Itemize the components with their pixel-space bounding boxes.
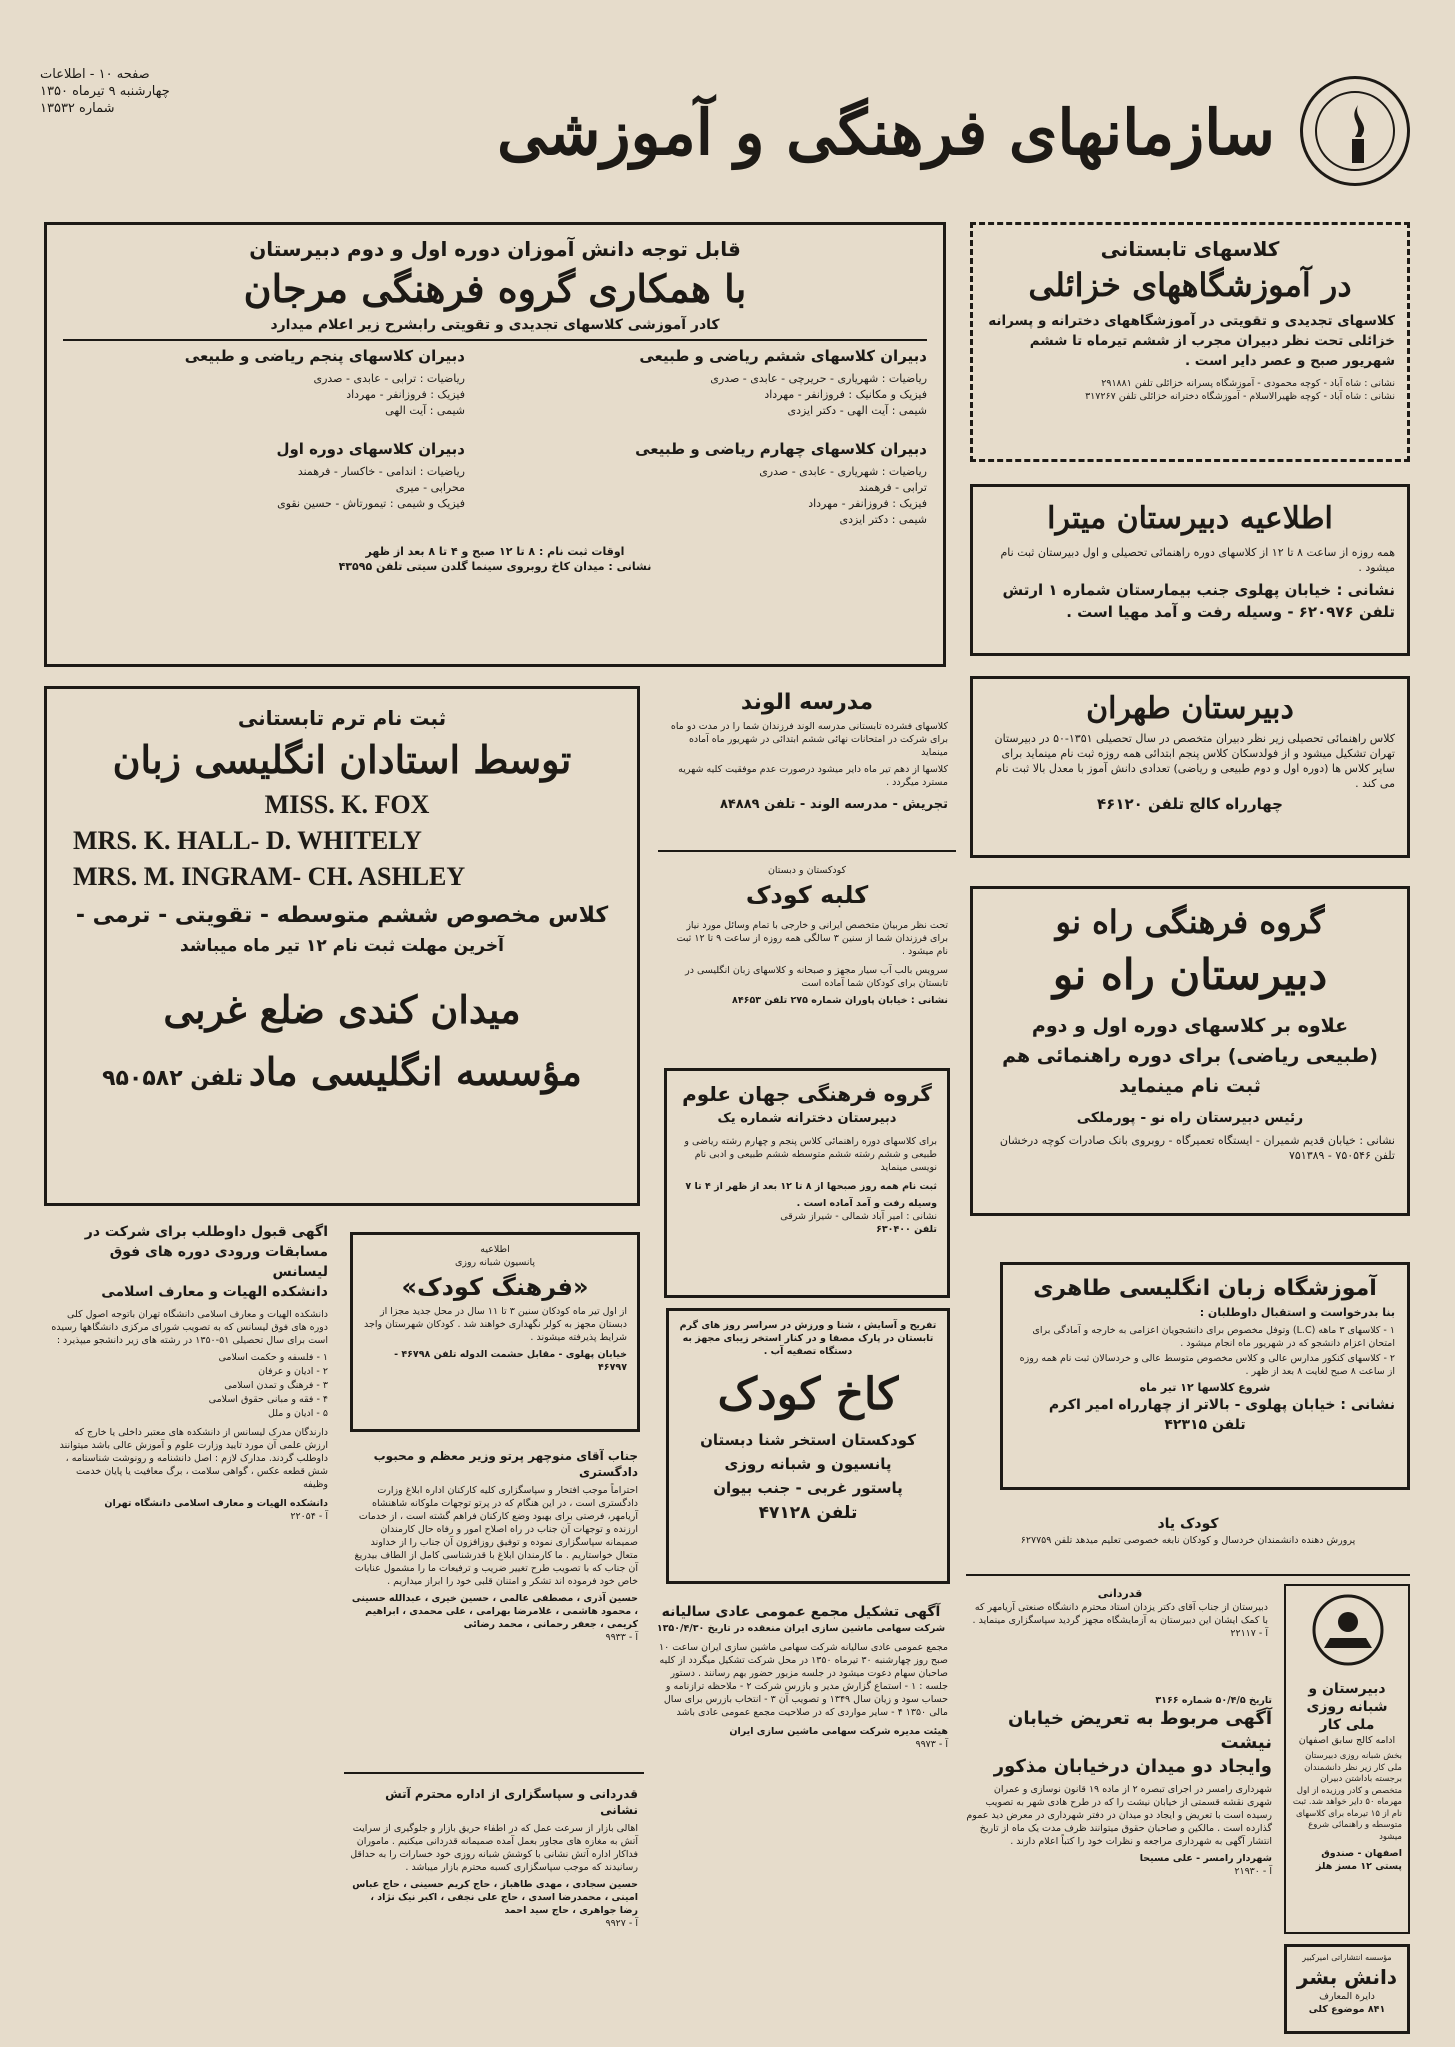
assembly-body: مجمع عمومی عادی سالیانه شرکت سهامی ماشین سازی ایران ساعت ۱۰ صبح روز چهارشنبه ۳۰ تیرماه ۱۳۵۰ در محل شرکت تشکیل میگردد از کلیه صاحبان سهام دعوت میشود در جلسه مزبور حضور بهم رسانند . دستور جلسه : ۱ - استماع گزارش مدیر و بازرس شرکت ۲ - ملاحظه ترازنامه و حساب سود و زیان سال ۱۳۴۹ و تصویب آن ۳ - انتخاب بازرس برای سال مالی ۱۳۵۰ ۴ - سایر مواردی که در صلاحیت مجمع عمومی عادی باشد xyxy=(659,1642,948,1718)
kodak-club-address: نشانی : خیابان پاوران شماره ۲۷۵ تلفن ۸۴۶۵۳ xyxy=(732,995,948,1006)
bookstore-line1: مؤسسه انتشاراتی امیرکبیر xyxy=(1302,1953,1392,1962)
english-location: میدان کندی ضلع غربی xyxy=(163,987,521,1032)
taheri-sub: بنا بدرخواست و استقبال داوطلبان : xyxy=(1199,1306,1395,1319)
letter-body: احتراماً موجب افتخار و سپاسگزاری کلیه کارکنان اداره ابلاغ وزارت دادگستری است ، در این هنگام که در پرتو توجهات ملوکانه شاهنشاه آریامهر، فرصتی برای بهبود وضع کارکنان فراهم گشته است ، از خدمات ارزنده و توجهات آن جناب در راه اصلاح امور و رفاه حال کارمندان صمیمانه سپاسگزاری نموده و توفیق روزافزون آن جناب را از خداوند متعال خواستاریم . ما کارمندان ابلاغ با قدرشناسی کامل از الطاف بیدریغ آن جناب که با تصویب طرح تغییر ضریب و ترفیعات ما را مشمول عنایات خاص خود فرموده اند تشکر و امتنان قلبی خود را ابراز میداریم . xyxy=(354,1485,638,1587)
rahe-now-director: رئیس دبیرستان راه نو - پورملکی xyxy=(1076,1110,1304,1126)
english-register: ثبت نام ترم تابستانی xyxy=(237,706,447,730)
bookstore-ad xyxy=(1284,1944,1410,2034)
theology-field: ۵ - ادیان و ملل xyxy=(267,1408,328,1419)
alvand-body2: کلاسها از دهم تیر ماه دایر میشود درصورت عدم موفقیت کلیه شهریه مسترد میگردد . xyxy=(678,764,948,788)
kodak-club-body: تحت نظر مربیان متخصص ایرانی و خارجی با تمام وسائل مورد نیاز برای فرزندان شما از سنین ۳ سالگی همه روزه از ساعت ۹ تا ۱۲ ثبت نام میشود . xyxy=(676,920,948,957)
kodak-culture-title: «فرهنگ کودک» xyxy=(401,1273,589,1301)
marjan-hours: اوقات ثبت نام : ۸ تا ۱۲ صبح و ۴ تا ۸ بعد از ظهر xyxy=(365,545,625,558)
theology-field: ۳ - فرهنگ و تمدن اسلامی xyxy=(224,1380,328,1391)
kodak-culture-address: خیابان پهلوی - مقابل حشمت الدوله تلفن ۴۶۷۹۸ - ۴۶۷۹۷ xyxy=(394,1349,627,1373)
khazaeli-address2: نشانی : شاه آباد - کوچه ظهیرالاسلام - آموزشگاه دخترانه خزائلی تلفن ۳۱۷۲۶۷ xyxy=(1085,391,1395,402)
rahe-now-address: نشانی : خیابان قدیم شمیران - ایستگاه تعمیرگاه - روبروی بانک صادرات کوچه درخشان تلفن ۷۵۰۵۴۶ - ۷۵۱۳۸۹ xyxy=(999,1134,1395,1162)
kakh-phone: تلفن ۴۷۱۲۸ xyxy=(758,1503,858,1523)
letter-notice xyxy=(344,1444,644,1774)
street-body: شهرداری رامسر در اجرای تبصره ۲ از ماده ۱۹ قانون نوسازی و عمران شهری نقشه قسمتی از خیابان نیشت را که در طرح هادی شهر به تصویب رسیده است با تعریض و ایجاد دو میدان در دفتر شهرداری در معرض دید عموم گذارده است . مالکین و صاحبان حقوق میتوانند ظرف مدت یک ماه از تاریخ انتشار آگهی به شهرداری مراجعه و نظرات خود را کتباً اعلام دارند . xyxy=(966,1784,1272,1847)
kakh-line1: کودکستان استخر شنا دبستان xyxy=(700,1431,916,1449)
issue-info: شماره ۱۳۵۳۲ xyxy=(40,101,115,116)
issue-info-block xyxy=(40,66,170,117)
rahe-now-line3: ثبت نام مینماید xyxy=(1119,1075,1261,1097)
kodak-culture-sub: پانسیون شبانه روزی xyxy=(454,1257,536,1268)
kodak-club-kicker: کودکستان و دبستان xyxy=(767,865,847,876)
teacher-name: MRS. M. INGRAM- CH. ASHLEY xyxy=(73,862,466,891)
kodak-culture-kicker: اطلاعیه xyxy=(480,1244,510,1255)
marjan-fifth-line: فیزیک : فروزانفر - مهرداد xyxy=(346,388,465,401)
letter-title: جناب آقای منوچهر پرتو وزیر معظم و محبوب دادگستری xyxy=(373,1449,638,1479)
english-phone: تلفن ۹۵۰۵۸۲ xyxy=(102,1066,244,1091)
marjan-first-line: فیزیک و شیمی : تیمورتاش - حسین نقوی xyxy=(277,497,465,510)
english-headline: توسط استادان انگلیسی زبان xyxy=(112,737,572,782)
kodak-culture-body: از اول تیر ماه کودکان سنین ۳ تا ۱۱ سال در محل جدید مجزا از دبستان مجهز به کولر نگهداری خواهند شد . کودکان شهرستان واجد شرایط پذیرفته میشوند . xyxy=(363,1306,627,1343)
theology-notice xyxy=(44,1218,334,2034)
jahan-address: نشانی : امیر آباد شمالی - شیراز شرقی xyxy=(780,1211,937,1222)
marjan-sixth-line: ریاضیات : شهریاری - حریرچی - عابدی - صدری xyxy=(710,372,927,385)
kakh-line2: پانسیون و شبانه روزی xyxy=(724,1455,892,1473)
karaj-address: اصفهان - صندوق پستی ۱۲ مسز هلز xyxy=(1315,1848,1402,1872)
marjan-fourth-line: فیزیک : فروزانفر - مهرداد xyxy=(808,497,927,510)
theology-body2: دارندگان مدرک لیسانس از دانشکده های معتبر داخلی یا خارج که ارزش علمی آن مورد تایید وزارت علوم و آموزش عالی باشد میتوانند داوطلب گردند. مدارک لازم : اصل دانشنامه و رونوشت شناسنامه ، شش قطعه عکس ، گواهی سلامت ، برگ معافیت یا پایان خدمت وظیفه xyxy=(59,1427,328,1490)
thanks-code: آ - ۲۲۱۱۷ xyxy=(1230,1628,1268,1639)
letter-code: آ - ۹۹۳۳ xyxy=(605,1632,638,1643)
marjan-fourth-line: ریاضیات : شهریاری - عابدی - صدری xyxy=(759,465,927,478)
kodak-yad-body: پرورش دهنده دانشمندان خردسال و کودکان نابغه خصوصی تعلیم میدهد تلفن ۶۲۷۷۵۹ xyxy=(1020,1535,1356,1546)
theology-field: ۱ - فلسفه و حکمت اسلامی xyxy=(218,1352,328,1363)
theology-field: ۲ - ادیان و عرفان xyxy=(258,1366,328,1377)
theology-sign: دانشکده الهیات و معارف اسلامی دانشگاه تهران xyxy=(104,1498,328,1509)
gratitude-code: آ - ۹۹۲۷ xyxy=(605,1918,638,1929)
bookstore-line3: ۸۴۱ موضوع کلی xyxy=(1308,2004,1386,2015)
gratitude-names: حسین سجادی ، مهدی طاهباز ، حاج کریم حسینی ، حاج عباس امینی ، محمدرضا اسدی ، حاج علی نجفی ، اکبر نیک نژاد ، رضا جواهری ، حاج سید احمد xyxy=(352,1879,638,1916)
marjan-sixth-line: فیزیک و مکانیک : فروزانفر - مهرداد xyxy=(764,388,927,401)
date-info: چهارشنبه ۹ تیرماه ۱۳۵۰ xyxy=(40,84,170,99)
alvand-ad xyxy=(658,680,956,852)
bookstore-line2: دایرة المعارف xyxy=(1319,1991,1375,2002)
marjan-fifth-line: شیمی : آیت الهی xyxy=(385,404,465,417)
street-intro: تاریخ ۵۰/۴/۵ شماره ۳۱۶۶ xyxy=(1155,1695,1272,1706)
assembly-sign: هیئت مدیره شرکت سهامی ماشین سازی ایران xyxy=(729,1726,948,1737)
taheri-item1: ۱ - کلاسهای ۳ ماهه (L.C) وتوفل مخصوص برای دانشجویان اعزامی به خارجه و آمادگی برای امتحان اعزام دانشجو که در شهریور ماه انجام میشود . xyxy=(1032,1325,1395,1349)
marjan-intro: قابل توجه دانش آموزان دوره اول و دوم دبیرستان xyxy=(249,237,741,261)
newspaper-emblem xyxy=(1300,76,1410,186)
thanks-body: دبیرستان از جناب آقای دکتر یزدان استاد محترم دانشگاه صنعتی آریامهر که با کمک ایشان این دبیرستان به آزمایشگاه مجهز گردید سپاسگزاری مینماید . xyxy=(972,1602,1268,1626)
marjan-address: نشانی : میدان کاخ روبروی سینما گلدن سیتی تلفن ۴۳۵۹۵ xyxy=(338,560,652,573)
kodak-yad-title: کودک یاد xyxy=(1157,1516,1219,1532)
rahe-now-line2: (طبیعی ریاضی) برای دوره راهنمائی هم xyxy=(1002,1045,1378,1067)
gratitude-body: اهالی بازار از سرعت عمل که در اطفاء حریق بازار و جلوگیری از سرایت آتش به مغازه های مجاور بعمل آمده صمیمانه قدردانی میکنیم . ماموران فداکار اداره آتش نشانی با کوشش شبانه روزی خود خسارات را به حداقل رسانیدند که موجب سپاسگزاری کسبه محترم بازار میباشد . xyxy=(350,1823,638,1873)
theology-body: دانشکده الهیات و معارف اسلامی دانشگاه تهران باتوجه اصول کلی دوره های فوق لیسانس که به تصویب شورای مرکزی دانشگاهها رسیده است برای سال تحصیلی ۵۱-۱۳۵۰ در رشته های زیر دانشجو میپذیرد : xyxy=(51,1309,328,1346)
marjan-first-line: محرابی - میری xyxy=(395,481,465,494)
marjan-headline: با همکاری گروه فرهنگی مرجان xyxy=(243,266,747,311)
taheri-ad xyxy=(1000,1262,1410,1490)
street-title2: وایجاد دو میدان درخیابان مذکور xyxy=(993,1756,1272,1777)
marjan-fifth-title: دبیران کلاسهای پنجم ریاضی و طبیعی xyxy=(184,347,465,365)
karaj-sub: ادامه کالج سابق اصفهان xyxy=(1298,1735,1396,1746)
alvand-title: مدرسه الوند xyxy=(740,690,874,715)
karaj-body: بخش شبانه روزی دبیرستان ملی کار زیر نظر دانشمندان برجسته باداشتن دبیران متخصص و کادر ورزیده از اول مهرماه ۵۰ دایر خواهد شد. ثبت نام از ۱۵ تیرماه برای کلاسهای متوسطه و راهنمائی شروع میشود xyxy=(1292,1751,1402,1842)
karaj-title2: شبانه روزی ملی کار xyxy=(1306,1699,1388,1733)
teacher-name: MRS. K. HALL- D. WHITELY xyxy=(73,826,422,855)
khazaeli-title1: کلاسهای تابستانی xyxy=(1100,237,1280,261)
street-title: آگهی مربوط به تعریض خیابان نیشت xyxy=(1008,1708,1272,1753)
mitra-body: همه روزه از ساعت ۸ تا ۱۲ از کلاسهای دوره راهنمائی تحصیلی و اول دبیرستان ثبت نام میشود . xyxy=(1000,546,1395,574)
tehran-title: دبیرستان طهران xyxy=(1086,691,1294,726)
marjan-first-title: دبیران کلاسهای دوره اول xyxy=(276,440,465,458)
taheri-title: آموزشگاه زبان انگلیسی طاهری xyxy=(1033,1276,1377,1301)
rahe-now-group: گروه فرهنگی راه نو xyxy=(1055,903,1325,941)
kodak-club-ad xyxy=(658,860,956,1060)
mitra-address: نشانی : خیابان پهلوی جنب بیمارستان شماره ۱ ارتش xyxy=(1002,581,1395,599)
jahan-transport: وسیله رفت و آمد آماده است . xyxy=(796,1198,937,1209)
marjan-fourth-line: ترابی - فرهمند xyxy=(859,481,927,494)
theology-field: ۴ - فقه و مبانی حقوق اسلامی xyxy=(208,1394,328,1405)
taheri-address: نشانی : خیابان پهلوی - بالاتر از چهارراه امیر اکرم xyxy=(1048,1397,1395,1413)
marjan-subhead: کادر آموزشی کلاسهای تجدیدی و تقویتی رابشرح زیر اعلام میدارد xyxy=(270,317,720,333)
karaj-title: دبیرستان و xyxy=(1308,1681,1386,1697)
masthead: سازمانهای فرهنگی و آموزشی xyxy=(496,96,1275,169)
jahan-oloom-ad xyxy=(664,1068,950,1298)
marjan-fourth-title: دبیران کلاسهای چهارم ریاضی و طبیعی xyxy=(635,440,927,458)
bookstore-title: دانش بشر xyxy=(1296,1965,1398,1989)
mitra-title: اطلاعیه دبیرستان میترا xyxy=(1047,501,1333,536)
street-notice xyxy=(960,1690,1278,2030)
jahan-body: برای کلاسهای دوره راهنمائی کلاس پنجم و چهارم رشته ریاضی و طبیعی و ششم رشته ششم متوسطه ششم طبیعی و ادبی نام نویسی مینماید xyxy=(684,1136,937,1173)
kodak-culture-ad xyxy=(350,1232,640,1432)
jahan-sub: دبیرستان دخترانه شماره یک xyxy=(717,1111,897,1126)
english-institute: مؤسسه انگلیسی ماد xyxy=(248,1049,582,1094)
street-code: آ - ۲۱۹۳۰ xyxy=(1234,1866,1272,1877)
thanks-title: قدردانی xyxy=(1097,1587,1143,1600)
mitra-phone: تلفن ۶۲۰۹۷۶ - وسیله رفت و آمد مهیا است . xyxy=(1066,603,1395,621)
jahan-title: گروه فرهنگی جهان علوم xyxy=(682,1082,932,1106)
karaj-school-ad xyxy=(1284,1584,1410,1934)
marjan-fifth-line: ریاضیات : ترابی - عابدی - صدری xyxy=(313,372,465,385)
assembly-title: آگهی تشکیل مجمع عمومی عادی سالیانه xyxy=(661,1604,941,1620)
kodak-yad-ad xyxy=(966,1512,1410,1576)
street-sign: شهردار رامسر - علی مسیحا xyxy=(1139,1853,1272,1864)
tehran-body: کلاس راهنمائی تحصیلی زیر نظر دبیران متخصص در سال تحصیلی ۱۳۵۱-۵۰ در دبیرستان تهران تشکیل میشود و از فولدسکان کلاس پنجم ابتدائی همه روزه ثبت نام مینماید برای سایر کلاس ها (دوره اول و دوم طبیعی و ریاضی) تعدادی دانش آموز با معدل بالا ثبت نام می کند . xyxy=(994,732,1395,790)
khazaeli-title2: در آموزشگاههای خزائلی xyxy=(1028,266,1352,304)
theology-title2: مسابقات ورودی دوره های فوق لیسانس xyxy=(109,1244,328,1280)
tehran-phone: چهارراه کالج تلفن ۴۶۱۲۰ xyxy=(1097,795,1283,813)
jahan-phone: تلفن ۶۳۰۴۰۰ xyxy=(876,1224,937,1235)
english-classes: کلاس مخصوص ششم متوسطه - تقویتی - ترمی - xyxy=(75,903,609,928)
kodak-club-title: کلبه کودک xyxy=(745,881,869,909)
alvand-address: تجریش - مدرسه الوند - تلفن ۸۴۸۸۹ xyxy=(719,797,948,812)
page-info: صفحه ۱۰ - اطلاعات xyxy=(40,67,150,82)
kakh-line3: پاستور غربی - جنب بیوان xyxy=(713,1479,903,1497)
english-masters-ad xyxy=(44,686,640,1206)
letter-names: حسین آذری ، مصطفی عالمی ، حسین خیری ، عبدالله حسینی ، محمود هاشمی ، غلامرضا بهرامی ، علی محمدی ، ابراهیم کریمی ، جعفر رحمانی ، محمد رضائی xyxy=(351,1593,638,1630)
kakh-title: کاخ کودک xyxy=(717,1369,899,1420)
tehran-school-ad xyxy=(970,676,1410,858)
jahan-hours: ثبت نام همه روز صبحها از ۸ تا ۱۲ بعد از ظهر از ۴ تا ۷ xyxy=(685,1181,937,1192)
assembly-sub: شرکت سهامی ماشین سازی ایران منعقده در تاریخ ۱۳۵۰/۴/۳۰ xyxy=(656,1623,946,1634)
rahe-now-school: دبیرستان راه نو xyxy=(1052,950,1328,999)
theology-code: آ - ۲۲۰۵۴ xyxy=(290,1511,328,1522)
torch-icon xyxy=(1335,101,1381,167)
assembly-notice xyxy=(648,1598,954,2034)
marjan-fourth-line: شیمی : دکتر ایزدی xyxy=(839,513,927,526)
alvand-body1: کلاسهای فشرده تابستانی مدرسه الوند فرزندان شما را در مدت دو ماه برای شرکت در امتحانات نهائی ششم ابتدائی در شهریور ماه آماده مینماید xyxy=(670,721,948,758)
kakh-intro: تفریح و آسایش ، شنا و ورزش در سراسر روز های گرم تابستان در پارک مصفا و در کنار استخر زیبای مجهز به دستگاه تصفیه آب . xyxy=(679,1320,937,1357)
khazaeli-body: کلاسهای تجدیدی و تقویتی در آموزشگاههای دخترانه و پسرانه خزائلی تحت نظر دبیران مجرب از ششم تیرماه تا ششم شهریور صبح و عصر دایر است . xyxy=(988,313,1395,369)
mitra-ad xyxy=(970,484,1410,656)
theology-title3: دانشکده الهیات و معارف اسلامی xyxy=(101,1284,328,1300)
gratitude-notice xyxy=(344,1782,644,2032)
marjan-ad xyxy=(44,222,946,667)
marjan-sixth-line: شیمی : آیت الهی - دکتر ایزدی xyxy=(787,404,927,417)
khazaeli-ad xyxy=(970,222,1410,462)
gratitude-title: قدردانی و سپاسگزاری از اداره محترم آتش نشانی xyxy=(385,1787,638,1817)
theology-title: اگهی قبول داوطلب برای شرکت در xyxy=(84,1224,328,1240)
rahe-now-line1: علاوه بر کلاسهای دوره اول و دوم xyxy=(1031,1015,1349,1037)
assembly-code: آ - ۹۹۷۳ xyxy=(915,1739,948,1750)
marjan-first-line: ریاضیات : اندامی - خاکسار - فرهمند xyxy=(297,465,465,478)
taheri-start: شروع کلاسها ۱۲ تیر ماه xyxy=(1139,1381,1271,1394)
marjan-sixth-title: دبیران کلاسهای ششم ریاضی و طبیعی xyxy=(639,347,927,365)
teacher-name: MISS. K. FOX xyxy=(264,790,430,819)
lion-sun-icon xyxy=(1306,1592,1390,1672)
page-header xyxy=(40,58,1435,208)
khazaeli-address1: نشانی : شاه آباد - کوچه محمودی - آموزشگاه پسرانه خزائلی تلفن ۲۹۱۸۸۱ xyxy=(1101,378,1395,389)
kodak-club-extra: سرویس بالب آب سیار مجهز و صبحانه و کلاسهای زبان انگلیسی در تابستان برای کودکان شما آماده است xyxy=(685,965,948,989)
kakh-kodak-ad xyxy=(666,1308,950,1584)
rahe-now-ad xyxy=(970,886,1410,1216)
taheri-item2: ۲ - کلاسهای کنکور مدارس عالی و کلاس مخصوص متوسط عالی و خردسالان ثبت نام همه روزه از ساعت ۸ صبح لغایت ۸ بعد از ظهر . xyxy=(1019,1353,1395,1377)
thanks-ad xyxy=(966,1584,1274,1680)
taheri-phone: تلفن ۴۲۳۱۵ xyxy=(1164,1417,1246,1433)
english-deadline: آخرین مهلت ثبت نام ۱۲ تیر ماه میباشد xyxy=(180,936,504,956)
